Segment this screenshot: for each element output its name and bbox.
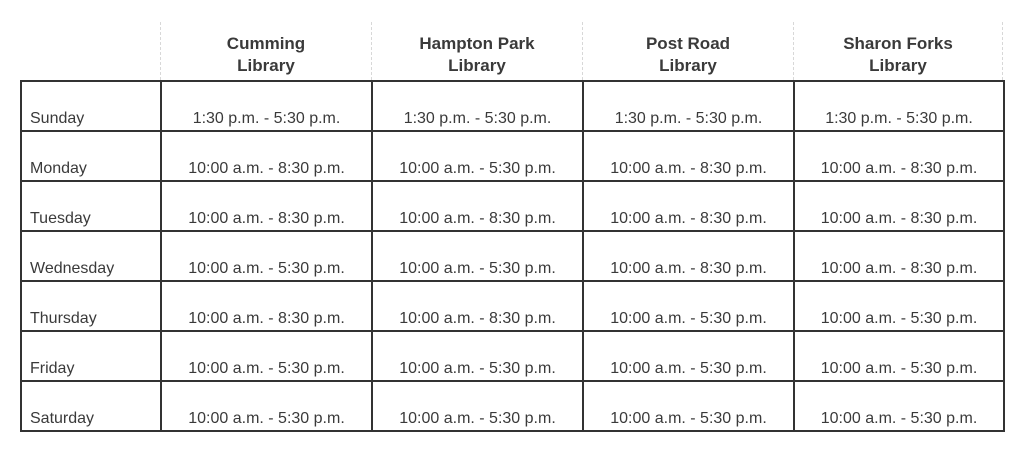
column-header-line2: Library [237,56,295,75]
hours-cell: 10:00 a.m. - 5:30 p.m. [161,331,372,381]
column-header-cumming [160,22,371,80]
hours-cell: 1:30 p.m. - 5:30 p.m. [794,81,1004,131]
library-header-row [160,22,1003,80]
hours-cell: 10:00 a.m. - 8:30 p.m. [583,181,794,231]
hours-cell: 10:00 a.m. - 8:30 p.m. [583,131,794,181]
column-header-line1: Cumming [226,34,306,53]
hours-cell: 10:00 a.m. - 8:30 p.m. [794,181,1004,231]
table-row-wednesday [21,231,1004,281]
column-header-line1: Post Road [645,34,731,53]
hours-cell: 10:00 a.m. - 8:30 p.m. [161,181,372,231]
hours-cell: 10:00 a.m. - 8:30 p.m. [794,131,1004,181]
column-header-line2: Library [869,56,927,75]
hours-cell: 10:00 a.m. - 8:30 p.m. [794,231,1004,281]
day-label: Monday [21,131,161,181]
day-label: Thursday [21,281,161,331]
hours-cell: 10:00 a.m. - 5:30 p.m. [372,131,583,181]
hours-cell: 1:30 p.m. - 5:30 p.m. [583,81,794,131]
column-header-line1: Hampton Park [419,34,535,53]
library-hours-table [20,80,1005,432]
hours-cell: 10:00 a.m. - 5:30 p.m. [794,381,1004,431]
hours-cell: 10:00 a.m. - 5:30 p.m. [583,281,794,331]
column-header-sharon-forks [793,22,1003,80]
hours-cell: 10:00 a.m. - 5:30 p.m. [372,381,583,431]
hours-cell: 10:00 a.m. - 8:30 p.m. [372,281,583,331]
column-header-line2: Library [659,56,717,75]
table-row-friday [21,331,1004,381]
hours-cell: 10:00 a.m. - 5:30 p.m. [583,331,794,381]
column-header-line2: Library [448,56,506,75]
table-row-monday [21,131,1004,181]
hours-cell: 10:00 a.m. - 5:30 p.m. [372,231,583,281]
table-row-saturday [21,381,1004,431]
day-label: Tuesday [21,181,161,231]
column-header-hampton-park [371,22,582,80]
hours-cell: 10:00 a.m. - 5:30 p.m. [161,381,372,431]
hours-cell: 1:30 p.m. - 5:30 p.m. [372,81,583,131]
hours-cell: 1:30 p.m. - 5:30 p.m. [161,81,372,131]
day-label: Wednesday [21,231,161,281]
hours-cell: 10:00 a.m. - 8:30 p.m. [161,281,372,331]
day-label: Sunday [21,81,161,131]
column-header-line1: Sharon Forks [843,34,953,53]
hours-cell: 10:00 a.m. - 5:30 p.m. [161,231,372,281]
hours-cell: 10:00 a.m. - 8:30 p.m. [583,231,794,281]
hours-cell: 10:00 a.m. - 5:30 p.m. [794,331,1004,381]
hours-cell: 10:00 a.m. - 5:30 p.m. [583,381,794,431]
day-label: Saturday [21,381,161,431]
table-row-thursday [21,281,1004,331]
day-label: Friday [21,331,161,381]
hours-cell: 10:00 a.m. - 8:30 p.m. [372,181,583,231]
column-header-post-road [582,22,793,80]
table-row-sunday [21,81,1004,131]
hours-cell: 10:00 a.m. - 8:30 p.m. [161,131,372,181]
hours-cell: 10:00 a.m. - 5:30 p.m. [372,331,583,381]
table-row-tuesday [21,181,1004,231]
hours-cell: 10:00 a.m. - 5:30 p.m. [794,281,1004,331]
